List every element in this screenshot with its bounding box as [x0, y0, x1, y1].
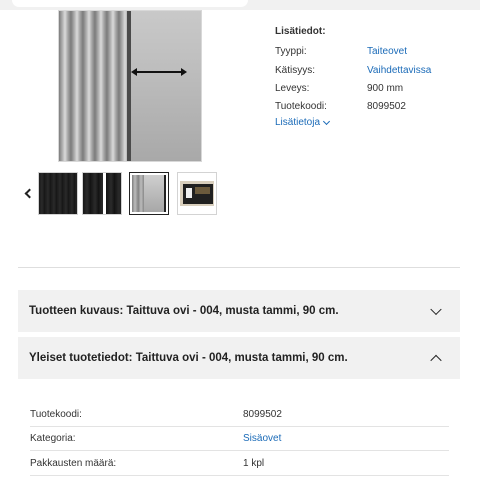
detail-value-code: 8099502 [367, 101, 406, 112]
section-divider [18, 267, 460, 268]
table-row [30, 403, 449, 427]
detail-label-width: Leveys: [275, 83, 310, 94]
folding-panels [59, 11, 129, 162]
table-row [30, 427, 449, 451]
detail-label-code: Tuotekoodi: [275, 101, 327, 112]
thumbnail-3[interactable] [129, 172, 169, 215]
chevron-down-icon [323, 117, 330, 124]
search-bar-edge[interactable] [12, 0, 248, 7]
details-heading: Lisätiedot: [275, 26, 326, 37]
detail-label-type: Tyyppi: [275, 46, 307, 57]
accordion-title: Tuotteen kuvaus: Taittuva ovi - 004, musta tammi, 90 cm. [29, 305, 339, 317]
spec-value: 1 kpl [243, 458, 265, 469]
more-info-link[interactable] [275, 117, 329, 128]
accordion-title: Yleiset tuotetiedot: Taittuva ovi - 004, musta tammi, 90 cm. [29, 352, 348, 364]
chevron-down-icon[interactable] [430, 304, 441, 315]
detail-value-handedness[interactable]: Vaihdettavissa [367, 65, 432, 76]
chevron-up-icon[interactable] [430, 355, 441, 366]
detail-value-type[interactable]: Taiteovet [367, 46, 408, 57]
width-arrow [133, 71, 183, 73]
category-link[interactable]: Sisäovet [243, 433, 282, 444]
detail-value-width: 900 mm [367, 83, 404, 94]
detail-label-handedness: Kätisyys: [275, 65, 316, 76]
spec-label: Kategoria: [30, 433, 76, 444]
spec-label: Pakkausten määrä: [30, 458, 117, 469]
table-row [30, 452, 449, 476]
spec-label: Tuotekoodi: [30, 409, 82, 420]
spec-value: 8099502 [243, 409, 282, 420]
more-info-label: Lisätietoja [275, 117, 321, 128]
accordion-product-description[interactable] [18, 290, 460, 332]
thumbnail-2[interactable] [82, 172, 122, 215]
thumbnail-4[interactable] [177, 172, 217, 215]
product-main-image[interactable] [58, 10, 202, 162]
chevron-left-icon[interactable] [20, 183, 36, 203]
thumbnail-1[interactable] [38, 172, 78, 215]
accordion-general-info[interactable] [18, 337, 460, 379]
